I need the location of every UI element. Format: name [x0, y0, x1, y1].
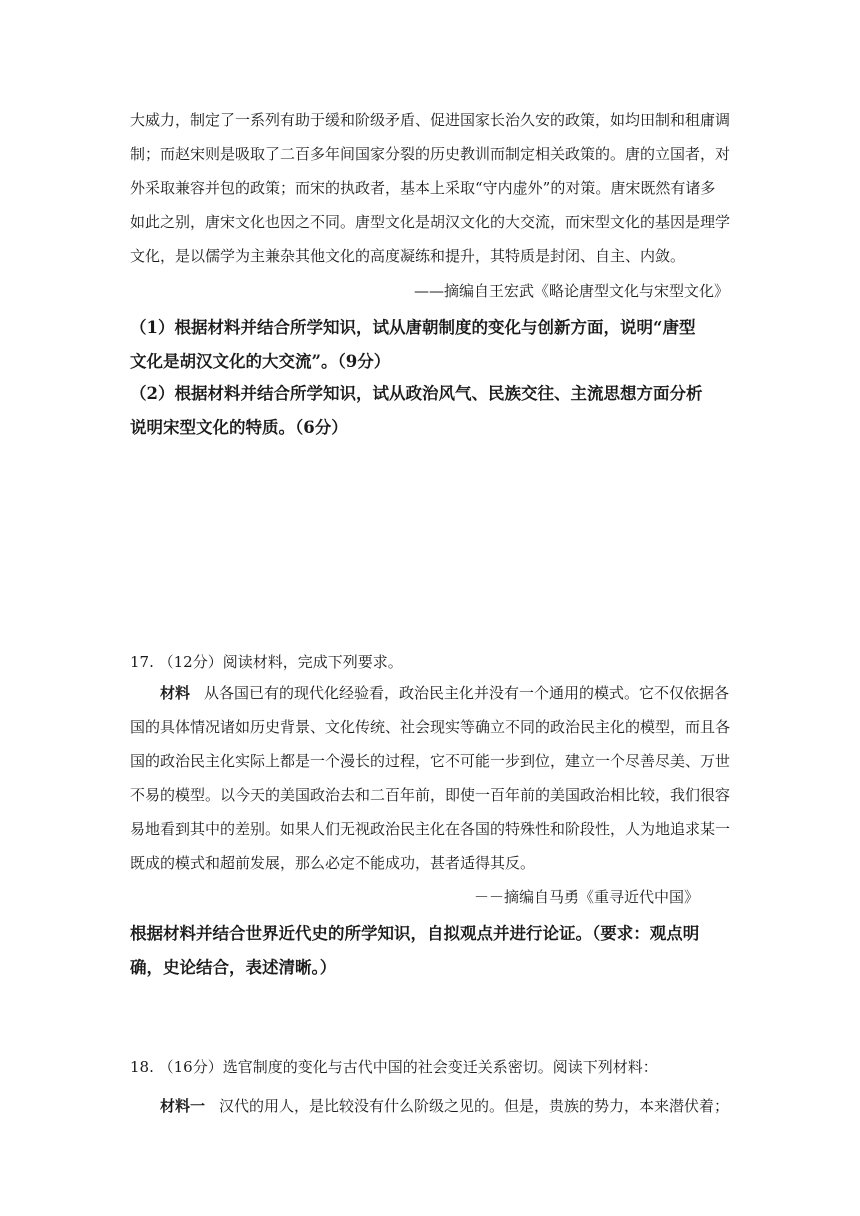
question-16-2: [130, 377, 740, 445]
question-line: 说明宋型文化的特质。（6分）: [130, 418, 348, 437]
question-18-material: [130, 1089, 730, 1123]
material-line: 国的政治民主化实际上都是一个漫长的过程，它不可能一步到位，建立一个尽善尽美、万世: [130, 752, 731, 770]
question-line: （1）根据材料并结合所学知识，试从唐朝制度的变化与创新方面，说明“唐型: [130, 318, 696, 337]
passage-line: 文化，是以儒学为主兼杂其他文化的高度凝练和提升，其特质是封闭、自主、内敛。: [130, 247, 686, 265]
material-line: 不易的模型。以今天的美国政治去和二百年前，即使一百年前的美国政治相比较，我们很容: [130, 786, 731, 804]
question-16-1: [130, 311, 740, 379]
passage-16: [130, 103, 730, 273]
task-line: 确，史论结合，表述清晰。）: [130, 958, 337, 977]
question-18-header: 18. （16分）选官制度的变化与古代中国的社会变迁关系密切。阅读下列材料：: [130, 1058, 658, 1076]
question-line: 文化是胡汉文化的大交流”。（9分）: [130, 352, 391, 371]
passage-line: 外采取兼容并包的政策；而宋的执政者，基本上采取“守内虚外”的对策。唐宋既然有诸多: [130, 179, 716, 197]
passage-line: 如此之别，唐宋文化也因之不同。唐型文化是胡汉文化的大交流，而宋型文化的基因是理学: [130, 213, 731, 231]
material-label: 材料一: [160, 1097, 206, 1115]
passage-16-source: ——摘编自王宏武《略论唐型文化与宋型文化》: [414, 282, 730, 300]
task-line: 根据材料并结合世界近代史的所学知识，自拟观点并进行论证。（要求：观点明: [130, 924, 700, 943]
material-first-line: [130, 676, 730, 710]
question-17-source: －－摘编自马勇《重寻近代中国》: [474, 888, 700, 906]
question-17-task: [130, 917, 740, 985]
passage-line: 大威力，制定了一系列有助于缓和阶级矛盾、促进国家长治久安的政策，如均田制和租庸调: [130, 111, 731, 129]
material-first-line: [130, 1089, 730, 1123]
material-line: 易地看到其中的差别。如果人们无视政治民主化在各国的特殊性和阶段性，人为地追求某一: [130, 820, 731, 838]
material-text: 从各国已有的现代化经验看，政治民主化并没有一个通用的模式。它不仅依据各: [204, 684, 730, 702]
passage-line: 制；而赵宋则是吸取了二百多年间国家分裂的历史教训而制定相关政策的。唐的立国者，对: [130, 145, 731, 163]
material-line: 国的具体情况诸如历史背景、文化传统、社会现实等确立不同的政治民主化的模型，而且各: [130, 718, 731, 736]
material-label: 材料: [160, 684, 191, 702]
question-17-material: [130, 676, 730, 880]
material-line: 既成的模式和超前发展，那么必定不能成功，甚者适得其反。: [130, 854, 536, 872]
question-17-header: 17. （12分）阅读材料，完成下列要求。: [130, 653, 403, 671]
material-text: 汉代的用人，是比较没有什么阶级之见的。但是，贵族的势力，本来潜伏着；: [219, 1097, 730, 1115]
question-line: （2）根据材料并结合所学知识，试从政治风气、民族交往、主流思想方面分析: [130, 384, 703, 403]
